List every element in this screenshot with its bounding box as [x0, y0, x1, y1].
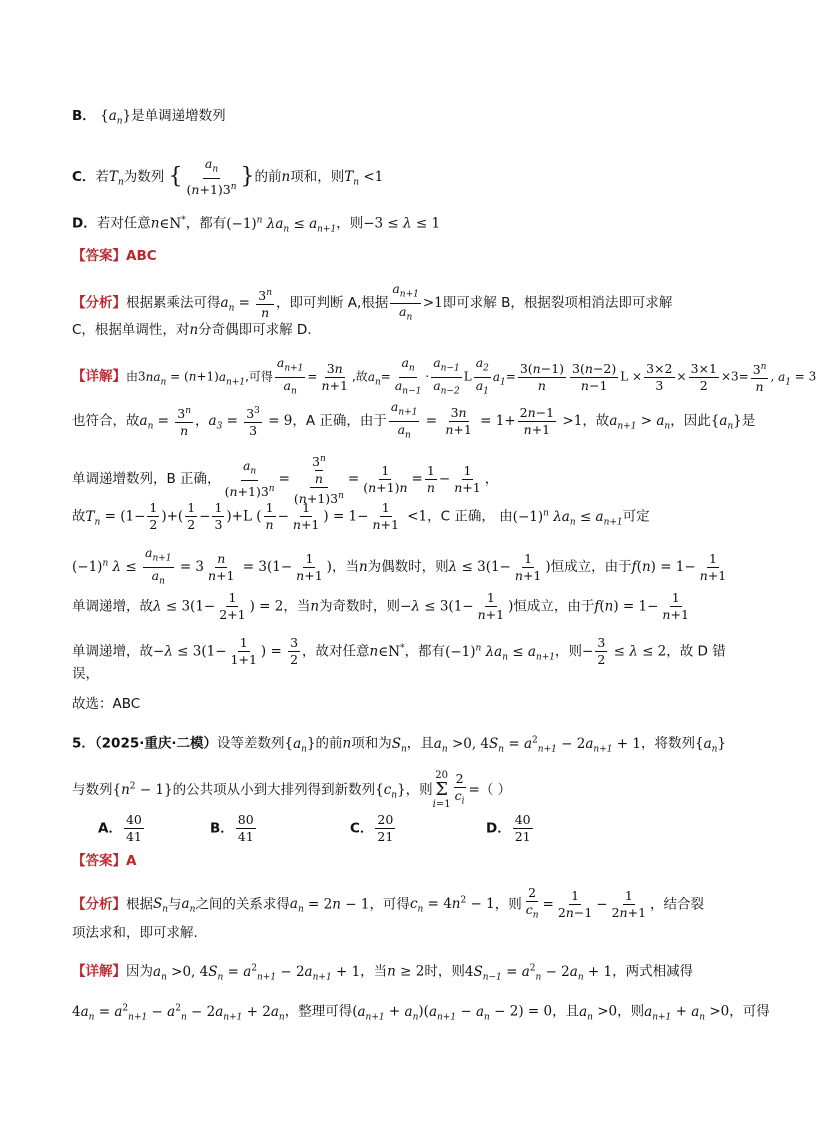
analysis-2-tag: 【分析】 — [72, 896, 126, 913]
answer-2 — [72, 851, 136, 871]
detail-1-line3: 单调递增数列，B 正确， $\frac{a_n}{(n+1)3^n}$ = 3$^n$ n $(n+1)3^n$ = $\frac{1}{(n+1)n}$ = $\frac{1}{n}$ − $\frac{1}{n+1}$ ， — [72, 451, 498, 507]
q5-source: （2025·重庆·二模） — [94, 735, 217, 752]
option-d-pre: 若对任意 — [96, 215, 151, 232]
answer-2-tag: 【答案】 — [72, 853, 126, 869]
q5-option-b-label: B． — [210, 820, 234, 837]
q5-line2: 与数列$\{n^2 - 1\}$的公共项从小到大排列得到新数列$\{c_n\}$，则 20 Σ i=1 $\frac{2}{c_i}$ =（ ） — [72, 770, 512, 810]
detail-1-choice-text: 故选：ABC — [72, 696, 141, 712]
q5-option-d[interactable] — [486, 812, 535, 845]
q5-t7: 的公共项从小到大排列得到新数列 — [172, 782, 376, 798]
option-d: D．若对任意n∈N*，都有$(-1)^n$ $\lambda a_n \le a_{n+1}$，则−3 ≤ λ ≤ 1 — [72, 215, 441, 235]
detail-1-line4: 故$T_n = (1-$ $\frac{1}{2}$ )+( $\frac{1}{2}$ − $\frac{1}{3}$ )+L ( $\frac{1}{n}$ − $\frac{1}{n+1}$ ) = 1− $\frac{1}{n+1}$ <1，C 正确， 由$(-1)^n$ $\lambda a_n \le a_{n+1}$可定 — [72, 500, 650, 532]
detail-1-t17: 单调递增，故 — [72, 598, 153, 615]
detail-2-t2: ，当 — [360, 963, 388, 980]
q5-option-c[interactable] — [350, 812, 397, 845]
detail-1-t15: 为偶数时，则 — [367, 559, 449, 575]
detail-1-line7: 单调递增，故−λ ≤ 3(1− $\frac{1}{1+1}$ ) = $\frac{3}{2}$ ，故对任意n∈N*，都有$(-1)^n$ $\lambda a_n \le a_{n+1}$，则− $\frac{3}{2}$ ≤ λ ≤ 2，故 D 错 — [72, 635, 726, 667]
option-b-label: B． — [72, 108, 96, 124]
detail-1-t12: ，C 正确， 由 — [427, 508, 513, 525]
detail-2-t3: 时，则 — [424, 963, 465, 980]
detail-2-t1: 因为 — [126, 963, 153, 980]
q5-t4: ，且 — [406, 735, 434, 752]
q5-option-b-den: 41 — [237, 829, 254, 844]
analysis-2-t2: 与 — [168, 896, 182, 913]
detail-1-t23: ，都有 — [404, 643, 446, 660]
q5-t5: ，将数列 — [640, 735, 695, 752]
detail-2-t8: ，可得 — [729, 1003, 770, 1020]
analysis-2-t6: ，结合裂 — [650, 896, 705, 913]
analysis-2-t4: ，可得 — [369, 896, 410, 913]
q5-t8: ，则 — [405, 782, 433, 798]
option-c-post: 的前 — [254, 168, 282, 185]
analysis-1-text-b: ，即可判断 A,根据 — [276, 295, 389, 311]
option-b-text: 是单调递增数列 — [131, 108, 226, 124]
detail-1-t7: ，故 — [582, 413, 610, 429]
detail-2-line2: $4a_n = a^2_{n+1} - a^2_n - 2a_{n+1} + 2a_n$，整理可得$(a_{n+1} + a_n)(a_{n+1} - a_n - 2) = 0$，且$a_n >0$，则$a_{n+1} + a_n >0$，可得 — [72, 1003, 770, 1023]
detail-1-t22: ，故对任意 — [302, 643, 370, 660]
q5-t6: 与数列 — [72, 782, 113, 798]
option-d-post: ，则 — [336, 215, 364, 232]
detail-1-line8 — [72, 664, 99, 684]
detail-2-line1: 【详解】因为$a_n >0$, $4S_n = a^2_{n+1} - 2a_{n+1} + 1$，当n ≥ 2时，则$4S_{n-1} = a^2_n - 2a_n + 1$，两式相减得 — [72, 963, 694, 983]
detail-1-t21: 单调递增，故 — [72, 643, 153, 660]
detail-1-t24: ，则 — [555, 643, 583, 660]
analysis-1-tag: 【分析】 — [72, 295, 126, 311]
q5-options — [72, 812, 722, 848]
analysis-1-line1: 【分析】根据累乘法可得$a_n$ = $\frac{3^n}{n}$ ，即可判断 A,根据 $\frac{a_{n+1}}{a_n}$ >1即可求解 B，根据裂项相消法即可求解 — [72, 281, 673, 322]
q5-line1: 5．（2025·重庆·二模）设等差数列$\{a_n\}$的前n项和为$S_n$，且$a_n >0$, $4S_n = a^2_{n+1} - 2a_{n+1} + 1$，将数列$\{a_n\}$ — [72, 735, 727, 755]
q5-t9: （ ） — [479, 782, 512, 798]
analysis-1-line2: C，根据单调性，对n分奇偶即可求解 D. — [72, 322, 312, 338]
detail-1-line5: $(-1)^n$ λ ≤ $\frac{a_{n+1}}{a_n}$ = 3 $\frac{n}{n+1}$ = 3(1− $\frac{1}{n+1}$ )，当n为偶数时，则λ ≤ 3(1− $\frac{1}{n+1}$ )恒成立，由于f(n) = 1− $\frac{1}{n+1}$ — [72, 545, 727, 586]
detail-1-line2: 也符合，故$a_n$ = $\frac{3^n}{n}$ ，$a_3$ = $\frac{3^3}{3}$ = 9，A 正确，由于 $\frac{a_{n+1}}{a_n}$ = $\frac{3n}{n+1}$ = 1+ $\frac{2n-1}{n+1}$ >1，故$a_{n+1} > a_n$，因此$\{a_n\}$是 — [72, 399, 756, 440]
option-b: B． $\{a_n\}$是单调递增数列 — [72, 108, 226, 127]
analysis-1-text-e: 分奇偶即可求解 D. — [198, 322, 312, 338]
detail-1-t4: 也符合，故 — [72, 413, 140, 429]
answer-1-value: ABC — [126, 248, 157, 264]
analysis-1-text-a: 根据累乘法可得 — [126, 295, 221, 311]
q5-option-a[interactable] — [98, 812, 146, 845]
detail-1-t20: 恒成立，由于 — [513, 598, 595, 615]
option-c-label: C． — [72, 168, 96, 185]
q5-option-c-num: 20 — [377, 812, 394, 827]
answer-2-value: A — [126, 853, 137, 869]
detail-1-t1: 由 — [126, 369, 139, 384]
detail-1-t9: 是 — [741, 413, 756, 429]
detail-1-t19: 为奇数时，则 — [319, 598, 401, 615]
analysis-1-text-d: C，根据单调性，对 — [72, 322, 190, 338]
q5-option-d-den: 21 — [514, 829, 531, 844]
q5-t3: 项和为 — [351, 735, 392, 752]
answer-1-tag: 【答案】 — [72, 248, 126, 264]
analysis-2-t3: 之间的关系求得 — [195, 896, 290, 913]
detail-1-t3: ,故 — [351, 369, 368, 384]
q5-option-a-den: 41 — [125, 829, 142, 844]
option-c-mid: 为数列 — [123, 168, 165, 185]
detail-2-tag: 【详解】 — [72, 963, 126, 980]
option-d-label: D． — [72, 215, 97, 232]
q5-option-d-num: 40 — [514, 812, 531, 827]
detail-1-tag: 【详解】 — [72, 368, 126, 385]
detail-1-t10: 单调递增数列，B 正确， — [72, 471, 221, 488]
analysis-2-t7: 项法求和，即可求解. — [72, 925, 198, 941]
option-c-post2: 项和，则 — [290, 168, 345, 185]
detail-1-t14: ，当 — [331, 559, 359, 575]
detail-1-line6: 单调递增，故λ ≤ 3(1− $\frac{1}{2+1}$ ) = 2，当n为奇数时，则−λ ≤ 3(1− $\frac{1}{n+1}$ )恒成立，由于f(n) = 1− $\frac{1}{n+1}$ — [72, 590, 689, 622]
analysis-2-line1: 【分析】根据$S_n$与$a_n$之间的关系求得$a_n = 2n - 1$，可得$c_n = 4n^2 - 1$，则 $\frac{2}{c_n}$ = $\frac{1}{2n-1}$ − $\frac{1}{2n+1}$ ，结合裂 — [72, 885, 705, 921]
detail-1-t26: 误， — [72, 666, 99, 682]
detail-1-t8: ，因此 — [670, 413, 711, 429]
detail-1-choice — [72, 694, 140, 714]
detail-2-t7: ，则 — [617, 1003, 645, 1020]
detail-2-t5: ，整理可得 — [284, 1003, 353, 1020]
detail-1-t13: 可定 — [622, 508, 650, 525]
q5-option-a-label: A． — [98, 820, 122, 837]
detail-1-t6: ，A 正确，由于 — [292, 413, 387, 429]
detail-1-t16: 恒成立，由于 — [550, 559, 632, 575]
q5-option-d-label: D． — [486, 820, 511, 837]
q5-t2: 的前 — [315, 735, 343, 752]
detail-2-t6: ，且 — [552, 1003, 580, 1020]
q5-option-c-label: C． — [350, 820, 374, 837]
q5-t1: 设等差数列 — [217, 735, 285, 752]
q5-number: 5． — [72, 735, 95, 752]
q5-option-b-num: 80 — [237, 812, 254, 827]
option-c: C．若$T_n$为数列 { $\frac{a_n}{(n+1)3^n}$ }的前n项和，则$T_n <1$ — [72, 156, 384, 197]
detail-1-t18: ，当 — [283, 598, 311, 615]
answer-1 — [72, 246, 157, 266]
analysis-2-line2 — [72, 923, 198, 943]
option-d-mid: ，都有 — [185, 215, 227, 232]
q5-option-a-num: 40 — [125, 812, 142, 827]
detail-2-t4: ，两式相减得 — [612, 963, 694, 980]
detail-1-line1: 【详解】由$3na_n = (n+1)a_{n+1}$,可得 $\frac{a_{n+1}}{a_n}$ = $\frac{3n}{n+1}$ ,故$a_n=$ $\frac{a_n}{a_{n-1}}$ · $\frac{a_{n-1}}{a_{n-2}}$ L $\frac{a_2}{a_1}$ $a_1=$ $\frac{3(n-1)}{n}$ $\frac{3(n-2)}{n-1}$ L × $\frac{3\times 2}{3}$ × $\frac{3\times 1}{2}$ ×3= $\frac{3^n}{n}$ , $a_1 = 3$ — [72, 355, 816, 396]
analysis-2-t5: ，则 — [494, 896, 522, 913]
analysis-2-t1: 根据 — [126, 896, 153, 913]
detail-1-t25: ，故 D 错 — [666, 643, 726, 660]
q5-option-b[interactable] — [210, 812, 258, 845]
detail-1-t11: 故 — [72, 508, 86, 525]
analysis-1-text-c: 即可求解 B，根据裂项相消法即可求解 — [442, 295, 673, 311]
detail-1-t5: ， — [195, 413, 209, 429]
option-c-pre: 若 — [95, 168, 109, 185]
detail-1-t2: ,可得 — [245, 369, 273, 384]
q5-option-c-den: 21 — [377, 829, 394, 844]
